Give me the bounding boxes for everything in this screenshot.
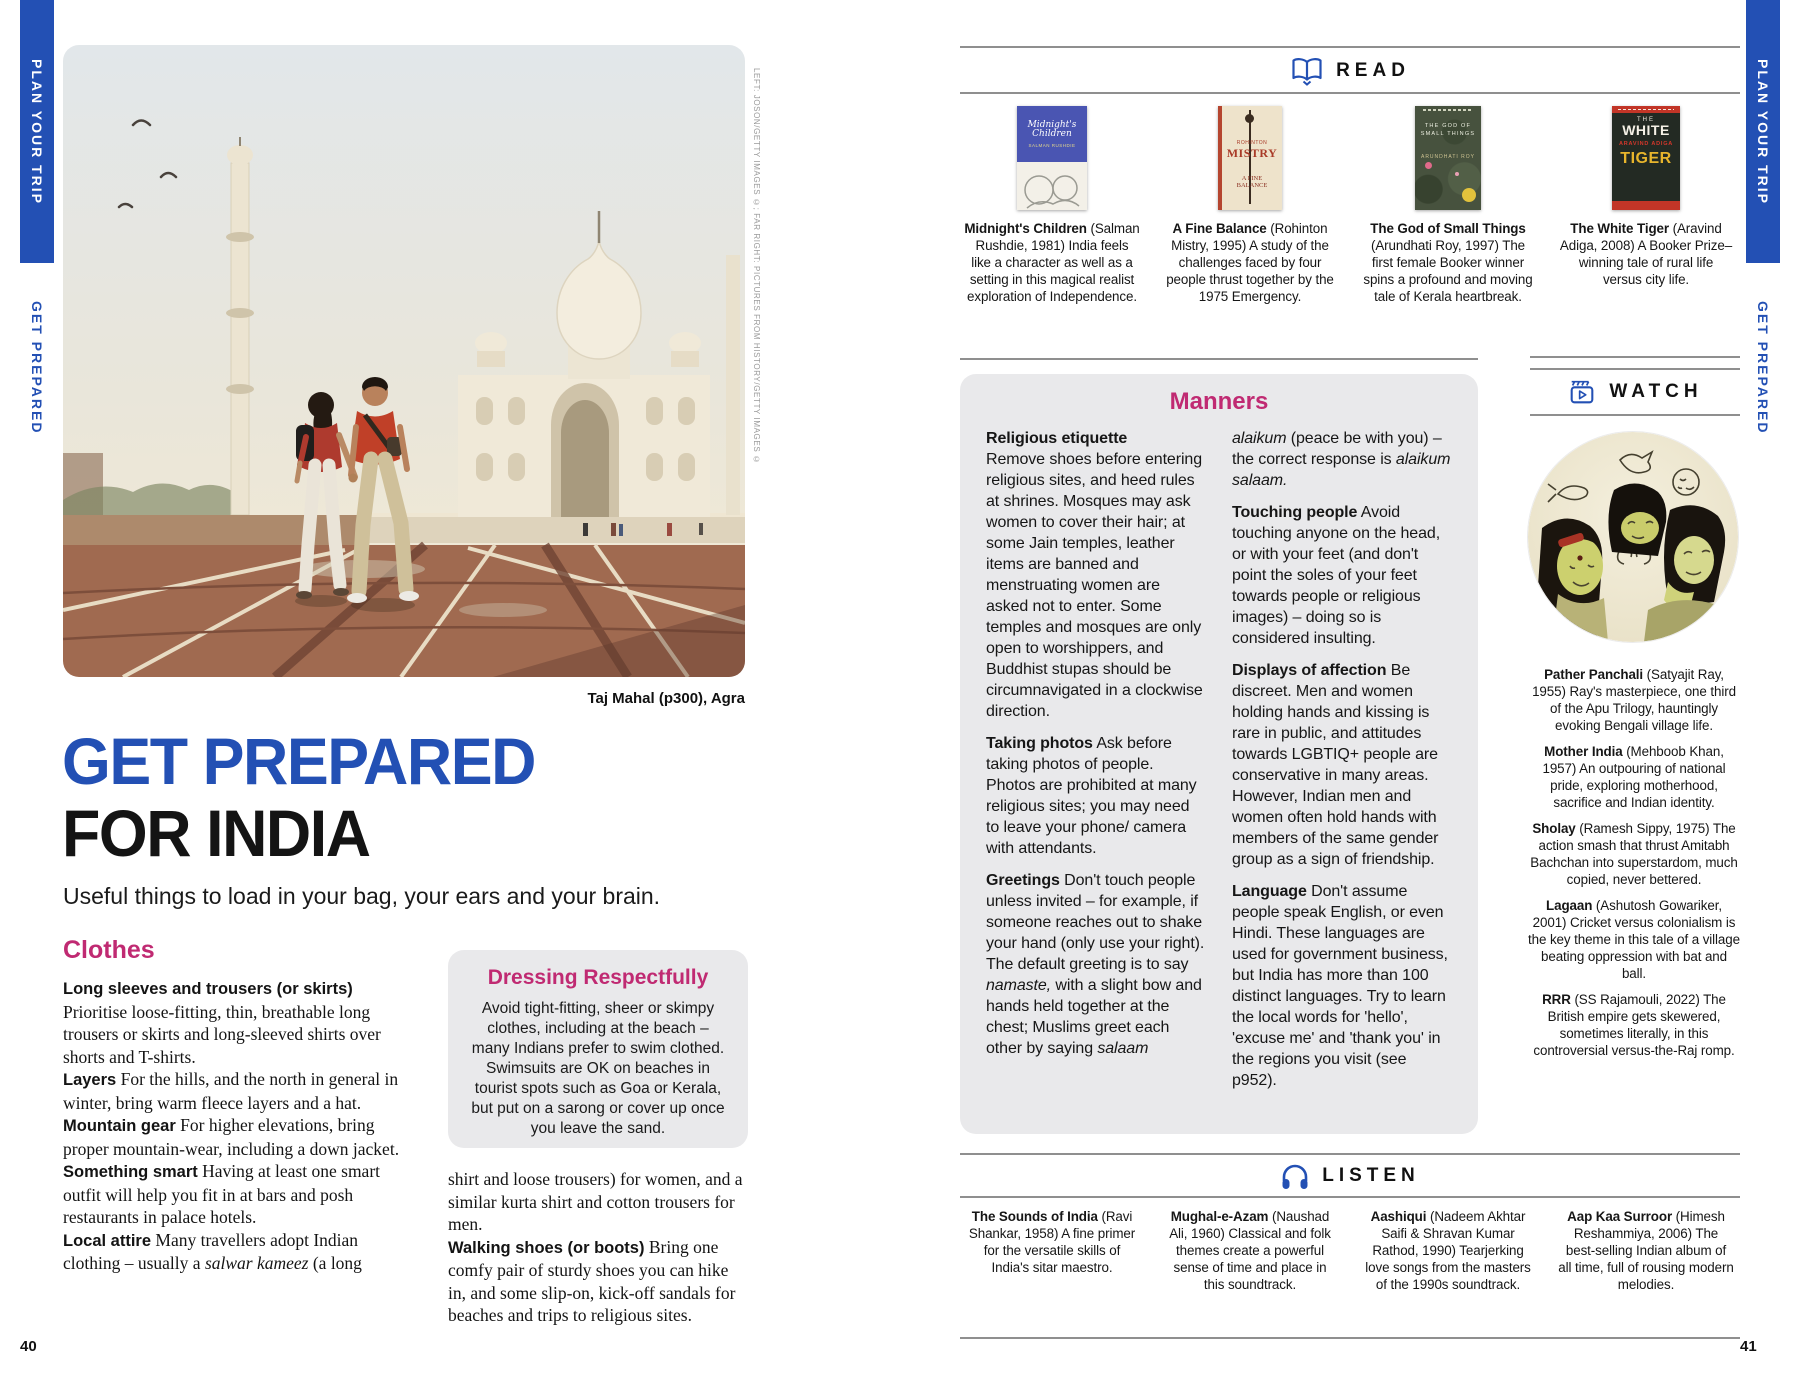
listen-rule-top (960, 1153, 1740, 1155)
manners-photos-text: Ask before taking photos of people. Photos are prohibited at many religious sites; you may need to leave your phone/ camera with attendants. (986, 735, 1197, 857)
listen-section-header (960, 1160, 1740, 1192)
book-card-god-of-small-things (1360, 106, 1536, 305)
headphones-icon (1280, 1162, 1310, 1190)
book-card-a-fine-balance (1162, 106, 1338, 305)
clothes-item-something-smart (63, 1160, 415, 1229)
dressing-respectfully-box (448, 950, 748, 1148)
film-title: Sholay (1532, 821, 1576, 836)
clothes-item6-label: Walking shoes (or boots) (448, 1238, 645, 1257)
manners-touching-label: Touching people (1232, 504, 1358, 521)
clothes-item4-label: Something smart (63, 1163, 198, 1181)
cover4-the: THE (1637, 117, 1655, 123)
clothes-item4-text: Having at least one smart outfit will help you fit in at bars and posh restaurants in palace hotels. (63, 1161, 381, 1227)
cover3-tagline-decoration (1423, 109, 1473, 111)
listen-rule-bottom (960, 1337, 1740, 1339)
cover3-title: THE GOD OF SMALL THINGS (1420, 123, 1476, 137)
album-title: Mughal-e-Azam (1170, 1209, 1269, 1224)
page-subtitle: Useful things to load in your bag, your ears and your brain. (63, 883, 661, 909)
clothes-column-2 (448, 1168, 748, 1327)
listen-rule-mid (960, 1196, 1740, 1198)
manners-affection-label: Displays of affection (1232, 662, 1387, 679)
cover3-author: ARUNDHATI ROY (1420, 154, 1476, 160)
film-text: (Satyajit Ray, 1955) Ray's masterpiece, one third of the Apu Trilogy, hauntingly evoking Bengali village life. (1532, 667, 1736, 733)
manners-alaikum-italic2: alaikum salaam. (1232, 451, 1451, 489)
manners-greetings-text2: with a slight bow and hands held together at the chest; Muslims greet each other by saying (986, 977, 1202, 1057)
left-tab-plan-your-trip (20, 0, 54, 263)
listen-section-label: LISTEN (1322, 1165, 1420, 1186)
book-title: A Fine Balance (1172, 221, 1267, 236)
album-aashiqui (1360, 1208, 1536, 1293)
read-section-label: READ (1336, 60, 1410, 81)
manners-language-label: Language (1232, 883, 1307, 900)
album-sounds-of-india (964, 1208, 1140, 1276)
watch-rule-top2 (1530, 368, 1740, 370)
film-rrr (1528, 991, 1740, 1059)
manners-touching-text: Avoid touching anyone on the head, or with your feet (and don't point the soles of your feet towards people or religious images) – doing so is considered insulting. (1232, 504, 1441, 647)
watch-film-list (1528, 666, 1740, 1068)
watch-section-label: WATCH (1609, 381, 1703, 402)
clothes-item3-text: For higher elevations, bring proper mountain-wear, including a down jacket. (63, 1115, 400, 1159)
book-title: The God of Small Things (1370, 221, 1526, 236)
clothes-heading: Clothes (63, 936, 155, 964)
manners-religious-label: Religious etiquette (986, 430, 1128, 447)
clothes-item-mountain-gear (63, 1114, 415, 1160)
book-desc-god-of-small-things (1360, 220, 1536, 305)
right-tab-plan-your-trip (1746, 0, 1780, 263)
clothes-item-long-sleeves (63, 978, 415, 1068)
manners-panel (960, 374, 1478, 1134)
film-pather-panchali (1528, 666, 1740, 734)
film-text: (Ramesh Sippy, 1975) The action smash that thrust Amitabh Bachchan into superstardom, much copied, never bettered. (1530, 821, 1738, 887)
right-tab-get-prepared-label: GET PREPARED (1755, 301, 1771, 435)
book-desc-white-tiger (1558, 220, 1734, 288)
album-text: (Himesh Reshammiya, 2006) The best-selling Indian album of all time, full of rousing modern melodies. (1558, 1209, 1734, 1292)
book-cover-midnights-children (1017, 106, 1087, 210)
film-title: Lagaan (1546, 898, 1593, 913)
pather-panchali-image (1528, 432, 1738, 642)
film-text: (SS Rajamouli, 2022) The British empire gets skewered, sometimes literally, in this controversial versus-the-Raj romp. (1533, 992, 1735, 1058)
manners-greetings-text1: Don't touch people unless invited – for example, if someone reaches out to shake your hand (only use your right). The default greeting is to say (986, 872, 1205, 973)
album-text: (Naushad Ali, 1960) Classical and folk themes create a powerful sense of time and place in this soundtrack. (1169, 1209, 1331, 1292)
clothes-item3-label: Mountain gear (63, 1117, 176, 1135)
cover4-tiger: TIGER (1620, 150, 1672, 167)
film-sholay (1528, 820, 1740, 888)
manners-displays-of-affection (1232, 660, 1452, 870)
clothes-item1-text: Prioritise loose-fitting, thin, breathable long trousers or skirts and long-sleeved shirts over shorts and T-shirts. (63, 1001, 381, 1067)
film-title: Mother India (1544, 744, 1623, 759)
album-title: The Sounds of India (971, 1209, 1098, 1224)
album-title: Aap Kaa Surroor (1567, 1209, 1673, 1224)
manners-alaikum-text: (peace be with you) – the correct response is (1232, 430, 1442, 468)
clothes-item5-label: Local attire (63, 1231, 152, 1250)
album-title: Aashiqui (1370, 1209, 1427, 1224)
cover2-title: A FINE BALANCE (1236, 175, 1268, 189)
album-mughal-e-azam (1162, 1208, 1338, 1293)
read-section-header (960, 54, 1740, 88)
book-title: The White Tiger (1570, 221, 1669, 236)
book-icon (1290, 56, 1324, 86)
film-text: (Ashutosh Gowariker, 2001) Cricket versus colonialism is the key theme in this tale of a village beating oppression with bat and ball. (1528, 898, 1740, 981)
video-clip-icon (1567, 378, 1597, 406)
read-rule-close (960, 358, 1478, 360)
manners-language-text: Don't assume people speak English, or even Hindi. These languages are used for government business, but India has more than 100 distinct languages. Try to learn the local words for 'hello', 'excuse me' and 'thank you' in the regions you visit (see p952). (1232, 883, 1448, 1089)
clothes-item-walking-shoes (448, 1236, 748, 1327)
manners-greetings-label: Greetings (986, 872, 1060, 889)
cover3-flower (1425, 162, 1432, 169)
left-tab-plan-label: PLAN YOUR TRIP (29, 58, 45, 205)
left-page-number: 40 (20, 1338, 37, 1355)
dressing-box-text: Avoid tight-fitting, sheer or skimpy clothes, including at the beach – many Indians prefer to swim clothed. Swimsuits are OK on beaches in tourist spots such as Goa or Kerala, but put on a sarong or cover up once you leave the sand. (471, 1000, 725, 1137)
film-mother-india (1528, 743, 1740, 811)
manners-heading: Manners (1169, 388, 1269, 415)
film-text: (Mehboob Khan, 1957) An outpouring of national pride, exploring motherhood, sacrifice and Indian identity. (1542, 744, 1726, 810)
album-aap-kaa-surroor (1558, 1208, 1734, 1293)
cover4-author: ARAVIND ADIGA (1618, 141, 1674, 147)
clothes-item5-text1: Many travellers adopt Indian clothing – usually a (63, 1229, 359, 1273)
manners-photos-label: Taking photos (986, 735, 1093, 752)
left-tab-get-prepared-label: GET PREPARED (29, 301, 45, 435)
cover4-bottom-bar (1612, 201, 1680, 210)
clothes-item-local-attire (63, 1229, 415, 1275)
manners-affection-text: Be discreet. Men and women holding hands and kissing is rare in public, and attitudes towards LGBTIQ+ people are conservative in many areas. However, Indian men and women often hold hands with members of the same gender group as a sign of friendship. (1232, 662, 1439, 868)
read-rule-bottom (960, 92, 1740, 94)
cover2-author-last: MISTRY (1226, 146, 1278, 160)
page-title-line2: FOR INDIA (62, 796, 370, 870)
watch-rule-top1 (1530, 356, 1740, 358)
cover1-title: Midnight's Children (1027, 119, 1077, 139)
book-card-white-tiger (1558, 106, 1734, 288)
taj-mahal-photo (63, 45, 745, 677)
book-text: (Arundhati Roy, 1997) The first female Booker winner spins a profound and moving tale of Kerala heartbreak. (1363, 238, 1533, 304)
album-text: (Nadeem Akhtar Saifi & Shravan Kumar Rathod, 1990) Tearjerking love songs from the masters of the 1990s soundtrack. (1365, 1209, 1531, 1292)
photo-caption: Taj Mahal (p300), Agra (587, 690, 745, 707)
clothes-column-1 (63, 978, 415, 1275)
right-page-number: 41 (1740, 1338, 1757, 1355)
album-text: (Ravi Shankar, 1958) A fine primer for the versatile skills of India's sitar maestro. (968, 1209, 1136, 1275)
book-card-midnights-children (964, 106, 1140, 305)
manners-alaikum (1232, 428, 1452, 491)
manners-taking-photos (986, 733, 1206, 859)
cover1-sketch (1017, 162, 1087, 210)
book-cover-a-fine-balance (1218, 106, 1282, 210)
right-tab-plan-label: PLAN YOUR TRIP (1755, 58, 1771, 205)
book-title: Midnight's Children (964, 221, 1087, 236)
clothes-item6-text: Bring one comfy pair of sturdy shoes you can hike in, and some slip-on, kick-off sandals for beaches and trips to religious sites. (448, 1236, 736, 1325)
cover4-top-bar (1612, 106, 1680, 113)
right-tab-get-prepared (1746, 283, 1780, 453)
manners-religious-etiquette (986, 428, 1206, 722)
manners-language (1232, 881, 1452, 1091)
clothes-item5-text2: (a long (308, 1253, 362, 1273)
book-desc-a-fine-balance (1162, 220, 1338, 305)
book-text: (Aravind Adiga, 2008) A Booker Prize–winning tale of rural life versus city life. (1559, 221, 1733, 287)
film-title: RRR (1542, 992, 1571, 1007)
read-rule-top (960, 46, 1740, 48)
clothes-item-layers (63, 1068, 415, 1114)
cover3-award-badge (1462, 188, 1476, 202)
manners-column-2 (1232, 428, 1452, 1102)
taj-mahal-illustration (63, 45, 745, 677)
manners-alaikum-italic1: alaikum (1232, 430, 1287, 447)
manners-greetings (986, 870, 1206, 1059)
dressing-box-heading: Dressing Respectfully (487, 966, 709, 989)
clothes-item2-label: Layers (63, 1071, 117, 1089)
manners-religious-text: Remove shoes before entering religious sites, and heed rules at shrines. Mosques may ask women to cover their hair; at some Jain temples, leather items are banned and menstruating women are asked not to enter. Some temples and mosques are only open to worshippers, and Buddhist stupas should be circumnavigated in a clockwise direction. (986, 451, 1203, 720)
cover2-author-first: ROHINTON (1236, 140, 1268, 146)
clothes-item5-italic: salwar kameez (204, 1253, 309, 1273)
cover3-flower-small (1455, 172, 1459, 176)
cover1-author: SALMAN RUSHDIE (1028, 142, 1076, 148)
watch-section-header (1530, 376, 1740, 408)
book-cover-white-tiger (1612, 106, 1680, 210)
manners-touching-people (1232, 502, 1452, 649)
film-title: Pather Panchali (1544, 667, 1644, 682)
left-tab-get-prepared (20, 283, 54, 453)
manners-greetings-italic1: namaste, (986, 977, 1052, 994)
photo-credit: LEFT: JOSON/GETTY IMAGES ©; FAR RIGHT: PICTURES FROM HISTORY/GETTY IMAGES © (752, 68, 761, 465)
pather-panchali-illustration (1528, 432, 1738, 642)
page-title-line1: GET PREPARED (62, 724, 535, 798)
book-text: (Rohinton Mistry, 1995) A study of the challenges faced by four people thrust together by the 1975 Emergency. (1166, 221, 1334, 304)
clothes-item1-label: Long sleeves and trousers (or skirts) (63, 980, 353, 998)
manners-greetings-italic2: salaam (1097, 1040, 1149, 1057)
manners-column-1 (986, 428, 1206, 1102)
book-desc-midnights-children (964, 220, 1140, 305)
book-text: (Salman Rushdie, 1981) India feels like a character as well as a setting in this magical realist exploration of Independence. (967, 221, 1140, 304)
film-lagaan (1528, 897, 1740, 982)
watch-rule-bottom (1530, 414, 1740, 416)
clothes-continuation: shirt and loose trousers) for women, and a similar kurta shirt and cotton trousers for men. (448, 1169, 743, 1234)
clothes-item2-text: For the hills, and the north in general in winter, bring warm fleece layers and a hat. (63, 1069, 399, 1113)
book-cover-god-of-small-things (1415, 106, 1481, 210)
cover4-white: WHITE (1622, 122, 1670, 138)
